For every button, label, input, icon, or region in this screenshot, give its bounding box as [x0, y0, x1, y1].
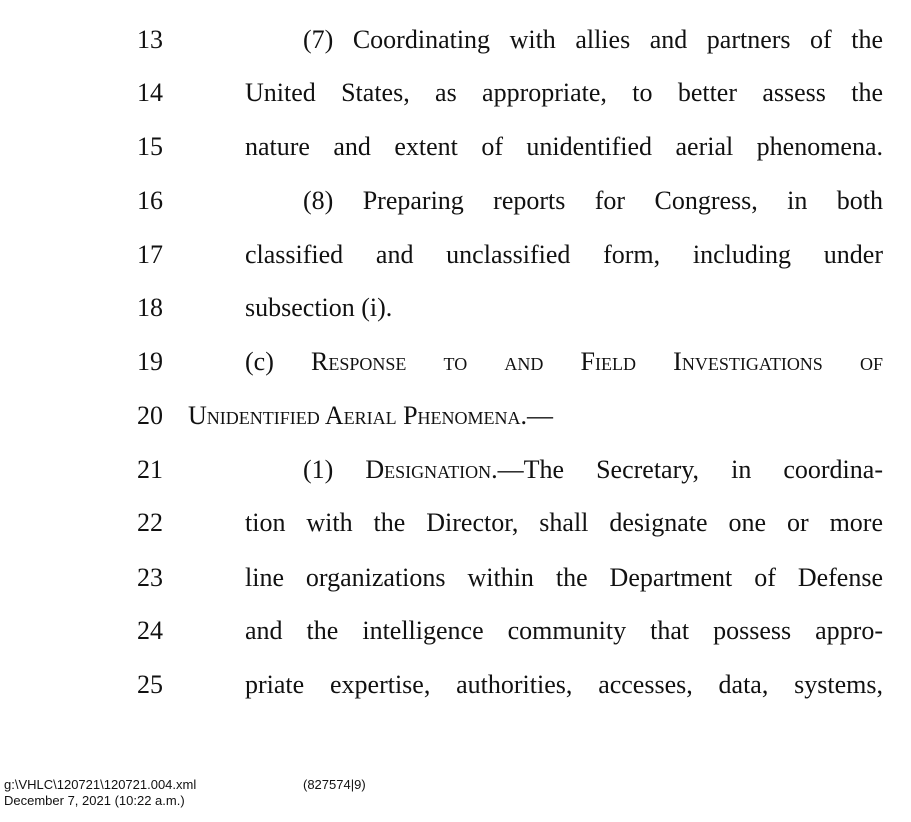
- line-number: 13: [137, 25, 163, 54]
- footer-file-path: g:\VHLC\120721\120721.004.xml: [4, 777, 197, 792]
- line-text: (7) Coordinating with allies and partners of the: [303, 25, 883, 54]
- line-number: 21: [137, 455, 163, 484]
- line-number: 15: [137, 132, 163, 161]
- line-20: [0, 396, 911, 436]
- footer-document-id: (827574|9): [303, 777, 366, 792]
- line-16: [0, 181, 911, 221]
- line-number: 14: [137, 78, 163, 107]
- line-text: priate expertise, authorities, accesses, data, systems,: [245, 670, 883, 699]
- line-text: line organizations within the Department of Defense: [245, 563, 883, 592]
- footer-date: December 7, 2021 (10:22 a.m.): [4, 793, 185, 808]
- line-text: (8) Preparing reports for Congress, in both: [303, 186, 883, 215]
- line-number: 20: [137, 401, 163, 430]
- line-18: [0, 288, 911, 328]
- line-text: subsection (i).: [245, 293, 393, 322]
- line-15: [0, 127, 911, 167]
- line-text: (1) Designation.—The Secretary, in coordina-: [303, 455, 883, 484]
- line-text: nature and extent of unidentified aerial phenomena.: [245, 132, 883, 161]
- line-number: 19: [137, 347, 163, 376]
- line-number: 22: [137, 508, 163, 537]
- line-24: [0, 611, 911, 651]
- line-23: [0, 558, 911, 598]
- line-number: 25: [137, 670, 163, 699]
- line-number: 18: [137, 293, 163, 322]
- line-number: 24: [137, 616, 163, 645]
- section-heading: Unidentified Aerial Phenomena.—: [188, 401, 554, 430]
- line-text: United States, as appropriate, to better assess the: [245, 78, 883, 107]
- line-22: [0, 503, 911, 543]
- line-text: classified and unclassified form, including under: [245, 240, 883, 269]
- line-17: [0, 235, 911, 275]
- line-number: 17: [137, 240, 163, 269]
- line-19: [0, 342, 911, 382]
- section-heading: (c) Response to and Field Investigations of: [245, 347, 883, 376]
- line-21: [0, 450, 911, 490]
- line-13: [0, 20, 911, 60]
- line-text: tion with the Director, shall designate one or more: [245, 508, 883, 537]
- line-number: 16: [137, 186, 163, 215]
- line-number: 23: [137, 563, 163, 592]
- line-14: [0, 73, 911, 113]
- line-25: [0, 665, 911, 705]
- line-text: and the intelligence community that possess appro-: [245, 616, 883, 645]
